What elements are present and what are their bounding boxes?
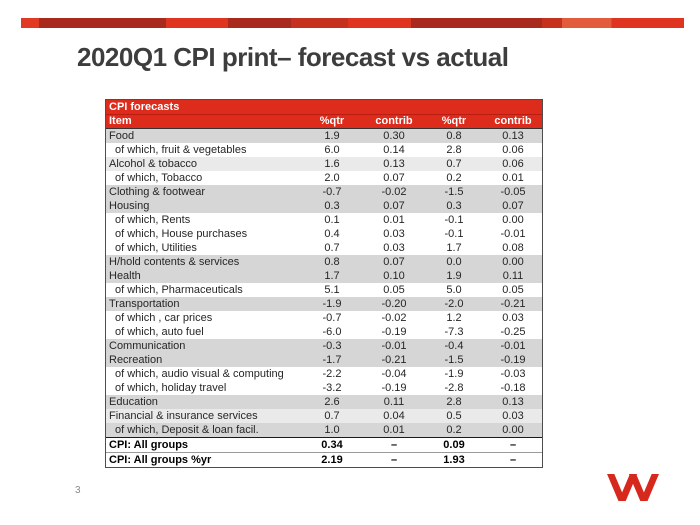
row-value-contrib-forecast: 0.14	[383, 144, 405, 156]
table-row	[106, 171, 542, 185]
row-label: of which, House purchases	[115, 228, 248, 240]
table-row	[106, 241, 542, 255]
row-label: Communication	[109, 340, 186, 352]
table-column-headers	[106, 115, 542, 128]
row-value-contrib-actual: 0.07	[502, 200, 524, 212]
table-header	[106, 100, 542, 129]
column-header-qtr-actual: %qtr	[441, 115, 467, 127]
row-value-qtr-actual: -1.9	[444, 368, 464, 380]
row-value-qtr-forecast: -0.3	[322, 340, 342, 352]
table-row	[106, 269, 542, 283]
row-value-contrib-forecast: -0.02	[381, 312, 407, 324]
row-value-contrib-actual: -0.21	[500, 298, 526, 310]
row-value-qtr-actual: 0.7	[446, 158, 462, 170]
table-row	[106, 367, 542, 381]
row-label: Financial & insurance services	[109, 410, 258, 422]
row-value-contrib-forecast: 0.05	[383, 284, 405, 296]
row-label: of which, holiday travel	[115, 382, 227, 394]
row-value-contrib-forecast: 0.01	[383, 424, 405, 436]
row-value-contrib-forecast: 0.03	[383, 242, 405, 254]
row-value-qtr-forecast: 0.8	[324, 256, 340, 268]
row-value-contrib-actual: 0.13	[502, 130, 524, 142]
row-value-qtr-actual: 0.09	[443, 439, 465, 451]
page-title: 2020Q1 CPI print– forecast vs actual	[77, 42, 509, 72]
row-value-contrib-actual: 0.00	[502, 214, 524, 226]
table-row	[106, 325, 542, 339]
table-row	[106, 452, 542, 467]
row-value-qtr-forecast: 1.7	[324, 270, 340, 282]
row-value-contrib-actual: -0.25	[500, 326, 526, 338]
row-value-qtr-actual: 1.9	[446, 270, 462, 282]
row-value-qtr-actual: 2.8	[446, 396, 462, 408]
row-value-contrib-actual: 0.08	[502, 242, 524, 254]
row-value-qtr-forecast: 6.0	[324, 144, 340, 156]
row-label: Transportation	[109, 298, 180, 310]
table-row	[106, 437, 542, 452]
row-value-contrib-actual: -0.01	[500, 340, 526, 352]
decorative-red-band	[21, 18, 684, 28]
table-row	[106, 255, 542, 269]
row-value-qtr-forecast: 5.1	[324, 284, 340, 296]
row-value-contrib-actual: –	[509, 454, 517, 466]
row-label: of which , car prices	[115, 312, 213, 324]
table-row	[106, 381, 542, 395]
row-value-contrib-actual: 0.03	[502, 312, 524, 324]
row-label: CPI: All groups	[109, 439, 189, 451]
row-value-qtr-forecast: 0.7	[324, 242, 340, 254]
row-value-qtr-actual: -1.5	[444, 186, 464, 198]
row-value-contrib-forecast: 0.11	[383, 396, 405, 408]
row-label: Housing	[109, 200, 150, 212]
row-value-qtr-forecast: 1.6	[324, 158, 340, 170]
table-row	[106, 297, 542, 311]
row-value-contrib-forecast: -0.02	[381, 186, 407, 198]
row-value-contrib-forecast: 0.03	[383, 228, 405, 240]
row-value-contrib-actual: 0.03	[502, 410, 524, 422]
row-value-contrib-forecast: -0.19	[381, 326, 407, 338]
row-value-qtr-actual: -0.1	[444, 214, 464, 226]
table-row	[106, 129, 542, 143]
table-body	[106, 129, 542, 467]
row-value-contrib-actual: 0.05	[502, 284, 524, 296]
row-label: of which, audio visual & computing	[115, 368, 284, 380]
row-value-contrib-forecast: 0.07	[383, 256, 405, 268]
row-label: Food	[109, 130, 135, 142]
row-label: of which, Rents	[115, 214, 191, 226]
row-value-qtr-forecast: 0.3	[324, 200, 340, 212]
row-value-qtr-forecast: -0.7	[322, 186, 342, 198]
row-label: Education	[109, 396, 158, 408]
row-value-qtr-forecast: -0.7	[322, 312, 342, 324]
table-row	[106, 353, 542, 367]
row-value-qtr-forecast: 0.7	[324, 410, 340, 422]
row-value-qtr-actual: -1.5	[444, 354, 464, 366]
row-value-contrib-forecast: 0.30	[383, 130, 405, 142]
row-value-contrib-forecast: 0.07	[383, 200, 405, 212]
row-label: H/hold contents & services	[109, 256, 240, 268]
row-value-qtr-actual: -7.3	[444, 326, 464, 338]
row-value-contrib-forecast: 0.01	[383, 214, 405, 226]
row-label: Health	[109, 270, 141, 282]
row-value-qtr-forecast: -1.7	[322, 354, 342, 366]
table-row	[106, 311, 542, 325]
row-value-qtr-actual: -2.8	[444, 382, 464, 394]
column-header-item: Item	[109, 115, 132, 127]
row-value-qtr-forecast: 2.6	[324, 396, 340, 408]
row-value-qtr-actual: 1.7	[446, 242, 462, 254]
row-label: of which, fruit & vegetables	[115, 144, 247, 156]
row-value-contrib-actual: 0.06	[502, 158, 524, 170]
row-value-contrib-forecast: 0.07	[383, 172, 405, 184]
row-value-qtr-actual: 0.3	[446, 200, 462, 212]
row-value-qtr-forecast: 0.1	[324, 214, 340, 226]
row-value-qtr-actual: 2.8	[446, 144, 462, 156]
row-value-contrib-actual: 0.13	[502, 396, 524, 408]
row-value-qtr-actual: 0.5	[446, 410, 462, 422]
page-number: 3	[75, 485, 81, 496]
row-value-qtr-forecast: 2.19	[321, 454, 343, 466]
row-value-qtr-actual: -0.1	[444, 228, 464, 240]
row-value-contrib-actual: 0.11	[502, 270, 524, 282]
row-value-contrib-actual: 0.00	[502, 424, 524, 436]
row-label: Alcohol & tobacco	[109, 158, 198, 170]
row-value-contrib-actual: -0.18	[500, 382, 526, 394]
row-value-contrib-actual: 0.00	[502, 256, 524, 268]
row-value-qtr-forecast: -2.2	[322, 368, 342, 380]
row-value-qtr-forecast: -6.0	[322, 326, 342, 338]
table-row	[106, 157, 542, 171]
row-value-contrib-actual: -0.19	[500, 354, 526, 366]
table-row	[106, 213, 542, 227]
table-row	[106, 185, 542, 199]
row-value-contrib-forecast: –	[390, 454, 398, 466]
table-row	[106, 143, 542, 157]
row-value-contrib-actual: -0.03	[500, 368, 526, 380]
row-value-qtr-forecast: -1.9	[322, 298, 342, 310]
row-value-qtr-actual: -2.0	[444, 298, 464, 310]
table-row	[106, 423, 542, 437]
row-value-qtr-forecast: 2.0	[324, 172, 340, 184]
row-label: Recreation	[109, 354, 163, 366]
row-value-qtr-actual: 0.8	[446, 130, 462, 142]
row-value-contrib-actual: –	[509, 439, 517, 451]
row-value-contrib-forecast: -0.04	[381, 368, 407, 380]
row-value-contrib-forecast: -0.19	[381, 382, 407, 394]
row-value-qtr-forecast: 1.9	[324, 130, 340, 142]
table-row	[106, 199, 542, 213]
row-value-contrib-forecast: -0.20	[381, 298, 407, 310]
row-value-qtr-actual: 0.0	[446, 256, 462, 268]
row-value-qtr-forecast: 1.0	[324, 424, 340, 436]
row-value-contrib-forecast: -0.21	[381, 354, 407, 366]
row-value-qtr-forecast: -3.2	[322, 382, 342, 394]
row-value-contrib-actual: -0.05	[500, 186, 526, 198]
row-label: of which, Utilities	[115, 242, 197, 254]
row-value-contrib-actual: 0.06	[502, 144, 524, 156]
table-row	[106, 409, 542, 423]
column-header-qtr-fcst: %qtr	[319, 115, 345, 127]
row-value-qtr-actual: 0.2	[446, 424, 462, 436]
row-value-qtr-actual: 1.2	[446, 312, 462, 324]
row-value-contrib-actual: 0.01	[502, 172, 524, 184]
row-value-contrib-forecast: 0.04	[383, 410, 405, 422]
row-value-contrib-forecast: 0.13	[383, 158, 405, 170]
table-title: CPI forecasts	[106, 100, 542, 115]
row-value-qtr-actual: 5.0	[446, 284, 462, 296]
column-header-contrib-actual: contrib	[494, 115, 532, 127]
row-label: Clothing & footwear	[109, 186, 205, 198]
row-value-qtr-forecast: 0.34	[321, 439, 343, 451]
table-row	[106, 227, 542, 241]
row-value-qtr-forecast: 0.4	[324, 228, 340, 240]
row-value-contrib-forecast: -0.01	[381, 340, 407, 352]
column-header-contrib-fcst: contrib	[375, 115, 413, 127]
row-value-qtr-actual: -0.4	[444, 340, 464, 352]
westpac-logo-icon	[607, 474, 659, 501]
cpi-forecasts-table	[105, 99, 543, 468]
table-row	[106, 339, 542, 353]
row-value-contrib-forecast: 0.10	[383, 270, 405, 282]
table-row	[106, 395, 542, 409]
table-row	[106, 283, 542, 297]
row-label: of which, Deposit & loan facil.	[115, 424, 259, 436]
row-label: of which, Pharmaceuticals	[115, 284, 243, 296]
row-label: of which, Tobacco	[115, 172, 203, 184]
row-value-qtr-actual: 0.2	[446, 172, 462, 184]
row-value-contrib-actual: -0.01	[500, 228, 526, 240]
row-label: CPI: All groups %yr	[109, 454, 212, 466]
row-label: of which, auto fuel	[115, 326, 204, 338]
row-value-qtr-actual: 1.93	[443, 454, 465, 466]
row-value-contrib-forecast: –	[390, 439, 398, 451]
